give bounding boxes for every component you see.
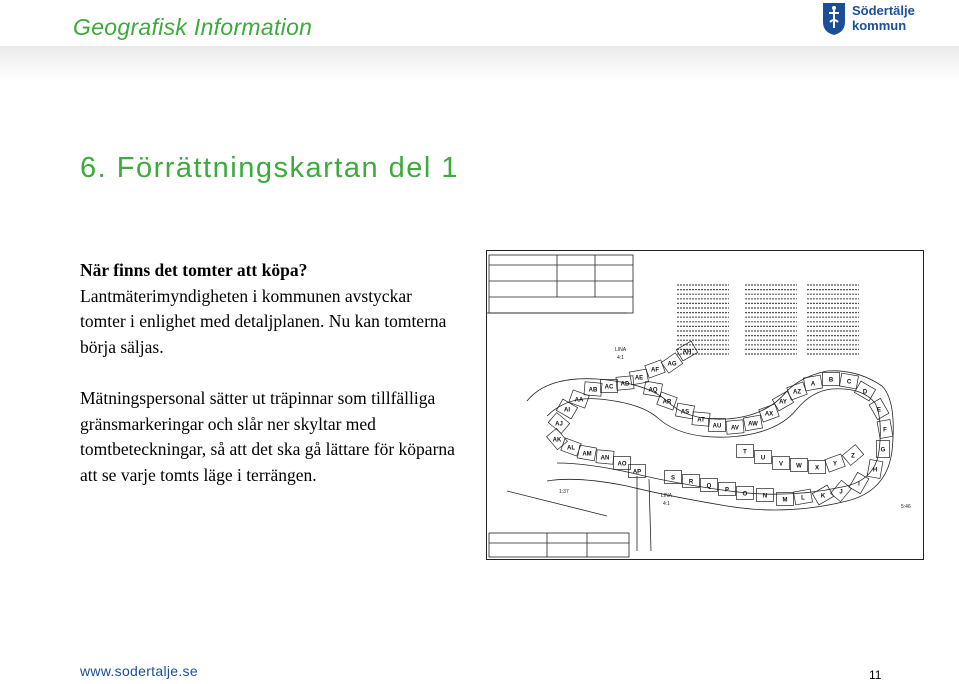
plot-label: A <box>810 381 816 388</box>
plot-label: AE <box>634 375 644 382</box>
plot-label: E <box>876 407 882 414</box>
plot-label: B <box>828 377 834 384</box>
plot-label: Q <box>706 483 712 490</box>
plot-label: H <box>872 467 878 474</box>
plot-label: AV <box>731 425 739 432</box>
plot-label: Y <box>832 461 838 468</box>
plot-label: J <box>839 489 843 496</box>
map-label-left: 1:37 <box>559 489 569 495</box>
plot-label: AQ <box>648 387 658 394</box>
plot-label: C <box>846 379 852 386</box>
plot-label: AL <box>567 445 575 452</box>
plot-label: L <box>801 495 805 502</box>
plot-label: AM <box>582 451 592 458</box>
plot-label: O <box>742 491 748 498</box>
plot-label: Z <box>851 453 855 460</box>
map-label-ref-2: 4:1 <box>663 501 670 507</box>
map-legend-box <box>489 533 629 557</box>
question-heading: När finns det tomter att köpa? <box>80 260 308 280</box>
plot-label: I <box>858 481 860 488</box>
body-text <box>80 258 460 488</box>
plot-label: AS <box>680 409 690 416</box>
slide-title: 6. Förrättningskartan del 1 <box>80 152 460 184</box>
plot-label: D <box>862 389 868 396</box>
map-header-table <box>487 255 633 313</box>
plot-label: AA <box>574 397 584 404</box>
header-title: Geografisk Information <box>73 14 313 40</box>
plot-label: AW <box>748 421 758 428</box>
plot-label: AI <box>564 407 570 414</box>
kommun-logo <box>822 2 952 40</box>
plot-label: F <box>883 427 887 434</box>
plot-label: AG <box>667 361 677 368</box>
cadastral-map <box>486 250 924 560</box>
plot-label: T <box>743 449 747 456</box>
map-coordinate-lists <box>677 285 859 354</box>
paragraph-1: Lantmäterimyndigheten i kommunen avstyckar tomter i enlighet med detaljplanen. Nu kan tomterna börja säljas. <box>80 285 447 357</box>
paragraph-2: Mätningspersonal sätter ut träpinnar som tillfälliga gränsmarkeringar och slår ner skyltar med tomtbeteckningar, så att det ska gå lättare för köparna att se varje tomts läge i terrängen. <box>80 388 455 485</box>
plot-label: M <box>782 497 788 504</box>
plot-label: AC <box>604 384 614 391</box>
plot-label: AF <box>651 367 659 374</box>
plot-label: AB <box>588 387 598 394</box>
shield-icon <box>822 2 846 36</box>
plot-label: W <box>796 463 802 470</box>
plot-label: AP <box>632 469 642 476</box>
map-drawing <box>487 251 923 559</box>
map-label-lina-top: LINA <box>615 347 627 353</box>
page-number: 11 <box>869 668 882 682</box>
logo-text-line2: kommun <box>852 18 907 33</box>
plot-label: G <box>880 447 886 454</box>
logo-text-line1: Södertälje <box>852 3 915 18</box>
footer-url: www.sodertalje.se <box>80 663 198 679</box>
plot-label: AJ <box>555 421 563 428</box>
plot-label: N <box>762 493 768 500</box>
plot-label: S <box>670 475 676 482</box>
plot-label: AD <box>620 381 630 388</box>
map-label-ref-1: 4:1 <box>617 355 624 361</box>
plot-label: AU <box>712 423 722 430</box>
plot-label: AX <box>764 411 774 418</box>
plot-label: AK <box>552 437 562 444</box>
plot-label: R <box>688 479 694 486</box>
plot-label: X <box>814 465 820 472</box>
plot-label: AO <box>617 461 627 468</box>
header <box>0 0 959 48</box>
plot-label: P <box>724 487 730 494</box>
plot-label: V <box>778 461 784 468</box>
plot-label: AH <box>682 349 692 356</box>
map-label-right: 5:46 <box>901 504 911 510</box>
plot-label: AZ <box>793 389 801 396</box>
plot-label: U <box>760 455 766 462</box>
map-label-lina-bottom: LINA <box>661 493 673 499</box>
header-gradient-bar <box>0 46 959 80</box>
plot-label: K <box>820 493 826 500</box>
plot-label: AT <box>697 417 705 424</box>
plot-label: AN <box>600 455 610 462</box>
plot-label: AR <box>662 399 672 406</box>
plot-label: AY <box>779 399 787 406</box>
